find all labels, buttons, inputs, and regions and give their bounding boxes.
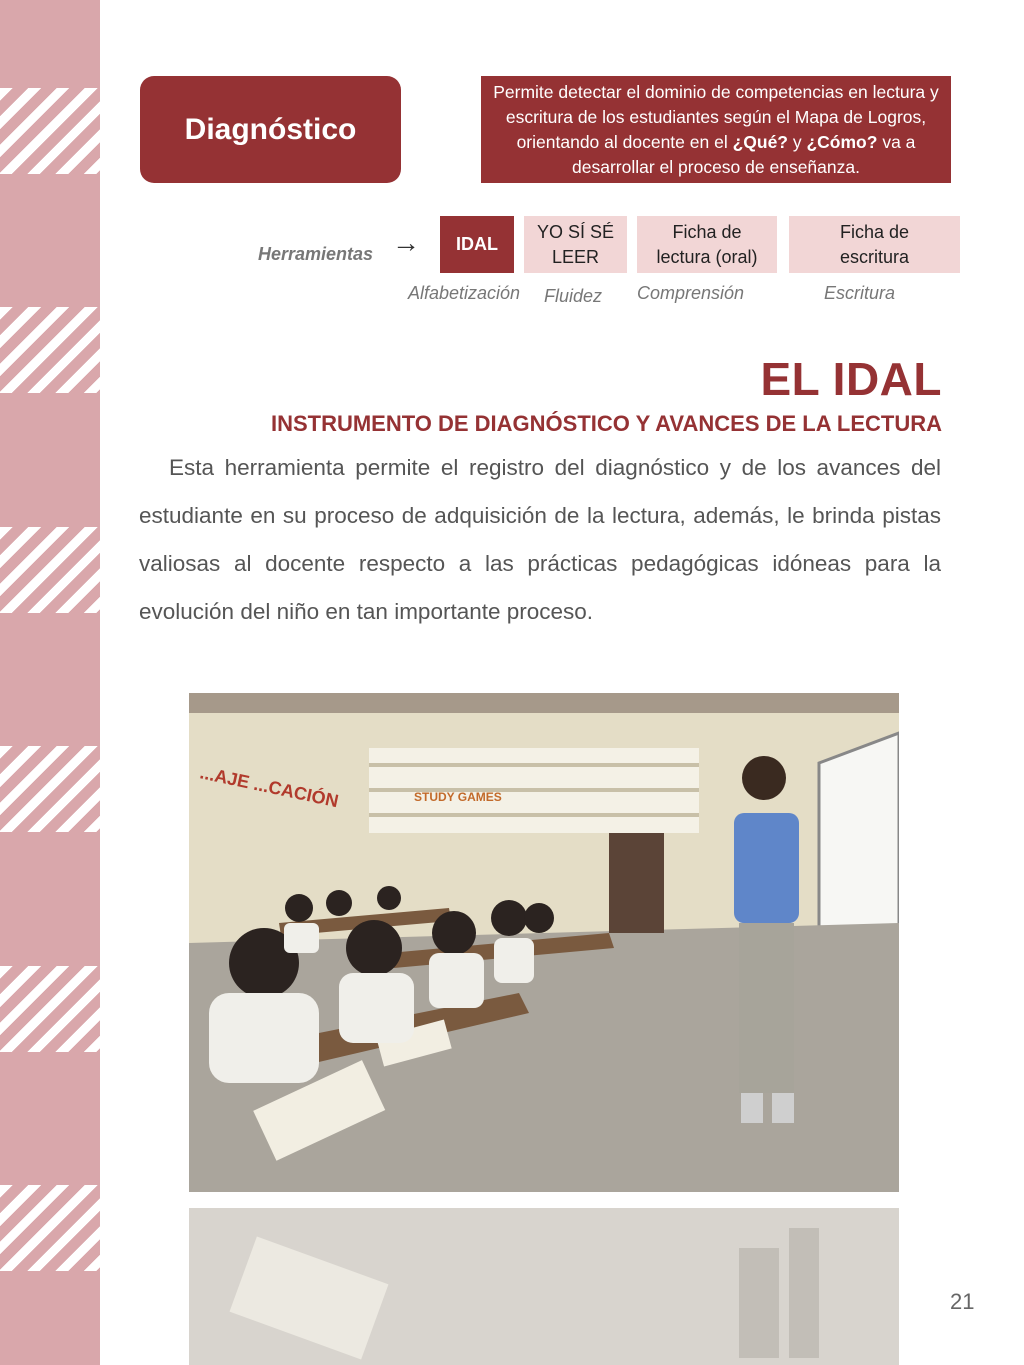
tool-yo-si-se-leer xyxy=(524,216,627,273)
diagnostico-heading: Diagnóstico xyxy=(140,76,401,183)
classroom-illustration xyxy=(189,693,899,1192)
section-title: EL IDAL xyxy=(760,353,942,405)
classroom-photo xyxy=(189,693,899,1192)
tool-sub-alfabetizacion: Alfabetización xyxy=(408,283,521,303)
section-body: Esta herramienta permite el registro del diagnóstico y de los avances del estudiante en su proceso de adquisición de la lectura, además, le brinda pistas valiosas al docente respecto a las prácticas pedagógicas idóneas para la evolución del niño en tan importante proceso. xyxy=(139,455,941,624)
tool-idal-label: IDAL xyxy=(456,234,498,254)
tool-label-line: Ficha de xyxy=(672,221,742,242)
section-subtitle: INSTRUMENTO DE DIAGNÓSTICO Y AVANCES DE LA LECTURA xyxy=(270,411,942,436)
tool-ficha-lectura xyxy=(637,216,777,273)
stripe-pattern xyxy=(0,1185,100,1271)
stripe-pattern xyxy=(0,307,100,393)
side-decorative-band xyxy=(0,0,100,1365)
tool-idal xyxy=(440,216,514,273)
tools-label: Herramientas xyxy=(258,244,374,264)
classroom-sign-text: ...AJE ...CACIÓN xyxy=(198,762,341,812)
stripe-pattern xyxy=(0,746,100,832)
stripe-pattern xyxy=(0,88,100,174)
stripe-pattern xyxy=(0,527,100,613)
diagnostico-description xyxy=(481,76,951,183)
tool-label-line: LEER xyxy=(551,246,600,267)
stripe-pattern xyxy=(0,966,100,1052)
tool-label-line: lectura (oral) xyxy=(656,246,758,267)
description-text: va a desarrollar el proceso de enseñanza. xyxy=(572,132,916,177)
tool-sub-fluidez: Fluidez xyxy=(544,286,603,306)
tool-label-line: YO SÍ SÉ xyxy=(536,221,615,242)
arrow-right-icon: → xyxy=(392,227,420,258)
tool-label-line: Ficha de xyxy=(839,221,910,242)
tool-sub-escritura: Escritura xyxy=(824,283,896,303)
classroom-photo-faded xyxy=(189,1208,899,1365)
tool-ficha-escritura xyxy=(789,216,960,273)
tool-sub-comprension: Comprensión xyxy=(637,283,745,303)
description-bold-como: ¿Cómo? xyxy=(806,132,878,152)
faded-illustration xyxy=(189,1208,899,1365)
wall-banner-text: STUDY GAMES xyxy=(414,790,502,804)
page-number: 21 xyxy=(950,1289,975,1314)
description-text: Permite detectar el dominio de competencias en lectura y escritura de los estudiantes según el Mapa de Logros, orientando al docente en el xyxy=(493,82,939,152)
tool-label-line: escritura xyxy=(839,246,909,267)
description-text: y xyxy=(788,132,807,152)
description-bold-que: ¿Qué? xyxy=(732,132,788,152)
